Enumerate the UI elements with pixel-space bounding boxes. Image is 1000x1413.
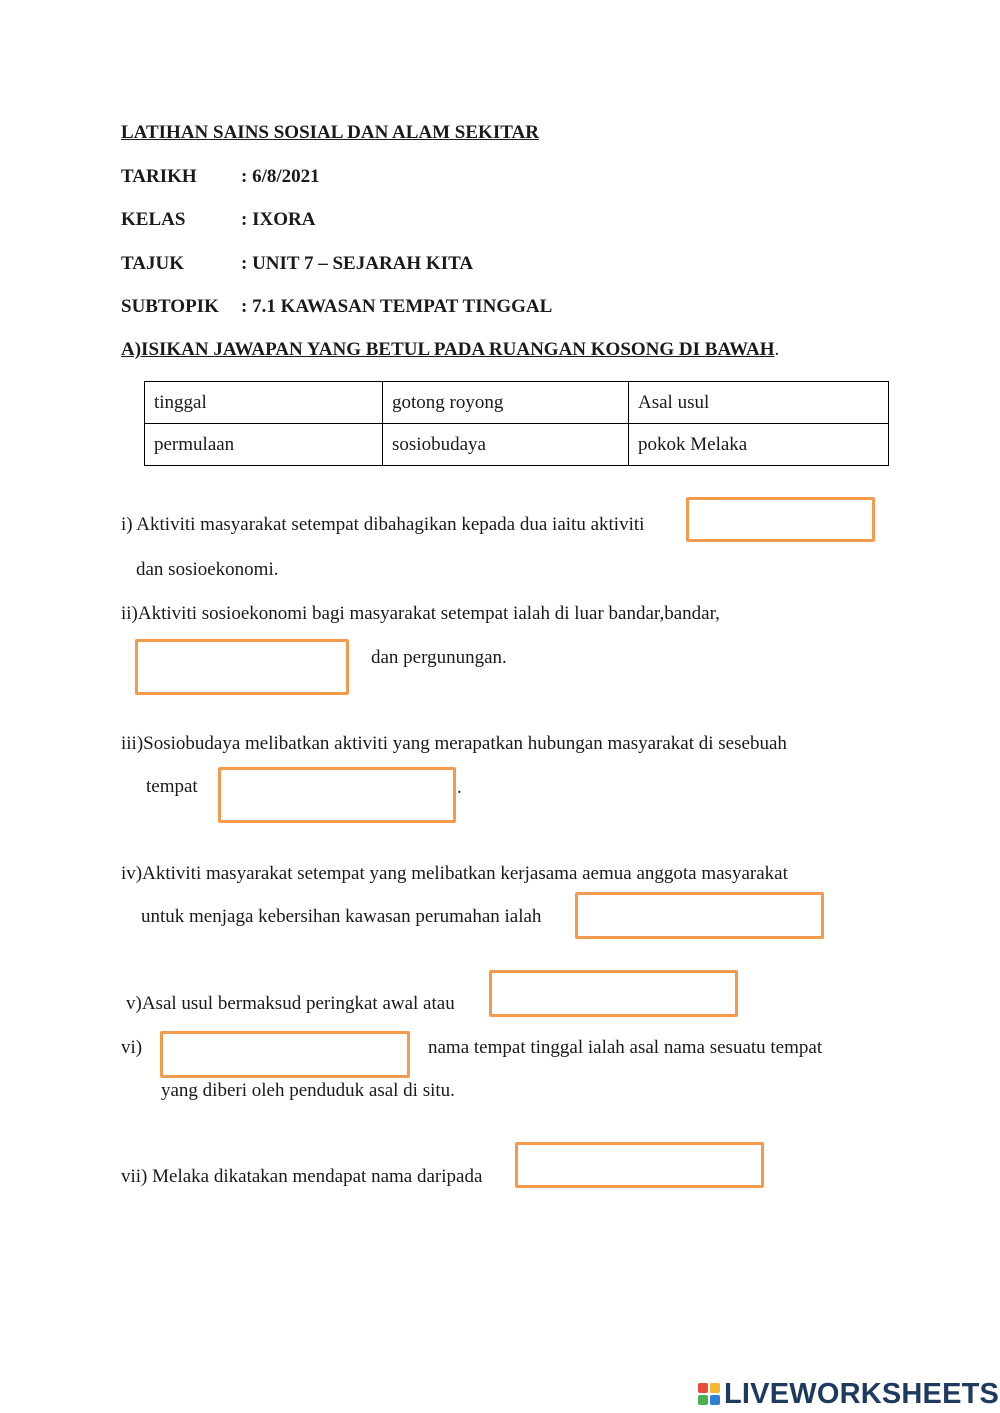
question-1-continuation: dan sosioekonomi. — [136, 559, 279, 580]
question-6-number: vi) — [121, 1037, 143, 1058]
word-bank-cell: pokok Melaka — [629, 424, 889, 466]
answer-5-input[interactable] — [489, 970, 738, 1017]
question-3-text: iii)Sosiobudaya melibatkan aktiviti yang merapatkan hubungan masyarakat di sesebuah — [121, 733, 787, 754]
word-bank-row — [145, 382, 889, 424]
instruction-period: . — [774, 339, 780, 360]
answer-2-input[interactable] — [135, 639, 349, 695]
liveworksheets-mark-icon — [698, 1383, 720, 1405]
word-bank-cell: tinggal — [145, 382, 383, 424]
word-bank-cell: sosiobudaya — [383, 424, 629, 466]
question-4-text: iv)Aktiviti masyarakat setempat yang melibatkan kerjasama aemua anggota masyarakat — [121, 863, 788, 884]
word-bank-cell: permulaan — [145, 424, 383, 466]
question-7-text: vii) Melaka dikatakan mendapat nama daripada — [121, 1166, 483, 1187]
question-3-lead: tempat — [146, 776, 198, 797]
topic-label: TAJUK — [121, 253, 184, 274]
word-bank-row — [145, 424, 889, 466]
question-2-continuation: dan pergunungan. — [371, 647, 507, 668]
class-label: KELAS — [121, 209, 186, 230]
question-5-text: v)Asal usul bermaksud peringkat awal atau — [126, 993, 455, 1014]
question-6-continuation: yang diberi oleh penduduk asal di situ. — [161, 1080, 455, 1101]
question-2-text: ii)Aktiviti sosioekonomi bagi masyarakat setempat ialah di luar bandar,bandar, — [121, 603, 720, 624]
question-6-text: nama tempat tinggal ialah asal nama sesuatu tempat — [428, 1037, 823, 1058]
date-label: TARIKH — [121, 166, 197, 187]
answer-4-input[interactable] — [575, 892, 824, 939]
answer-1-input[interactable] — [686, 497, 875, 542]
subtopic-value: : 7.1 KAWASAN TEMPAT TINGGAL — [241, 296, 553, 317]
subtopic-label: SUBTOPIK — [121, 296, 219, 317]
section-instruction — [121, 339, 779, 361]
word-bank-cell: gotong royong — [383, 382, 629, 424]
answer-3-input[interactable] — [218, 767, 456, 823]
word-bank-table — [144, 381, 889, 466]
class-value: : IXORA — [241, 209, 316, 230]
worksheet-title: LATIHAN SAINS SOSIAL DAN ALAM SEKITAR — [121, 122, 539, 143]
liveworksheets-wordmark: LIVEWORKSHEETS — [724, 1377, 1000, 1410]
answer-7-input[interactable] — [515, 1142, 764, 1188]
question-3-period: . — [457, 777, 462, 798]
liveworksheets-logo — [698, 1376, 999, 1412]
question-1-text: i) Aktiviti masyarakat setempat dibahagikan kepada dua iaitu aktiviti — [121, 514, 645, 535]
topic-value: : UNIT 7 – SEJARAH KITA — [241, 253, 474, 274]
date-value: : 6/8/2021 — [241, 166, 320, 187]
answer-6-input[interactable] — [160, 1031, 410, 1078]
question-4-lead: untuk menjaga kebersihan kawasan perumahan ialah — [141, 906, 542, 927]
instruction-text: A)ISIKAN JAWAPAN YANG BETUL PADA RUANGAN KOSONG DI BAWAH — [121, 339, 775, 360]
word-bank-cell: Asal usul — [629, 382, 889, 424]
